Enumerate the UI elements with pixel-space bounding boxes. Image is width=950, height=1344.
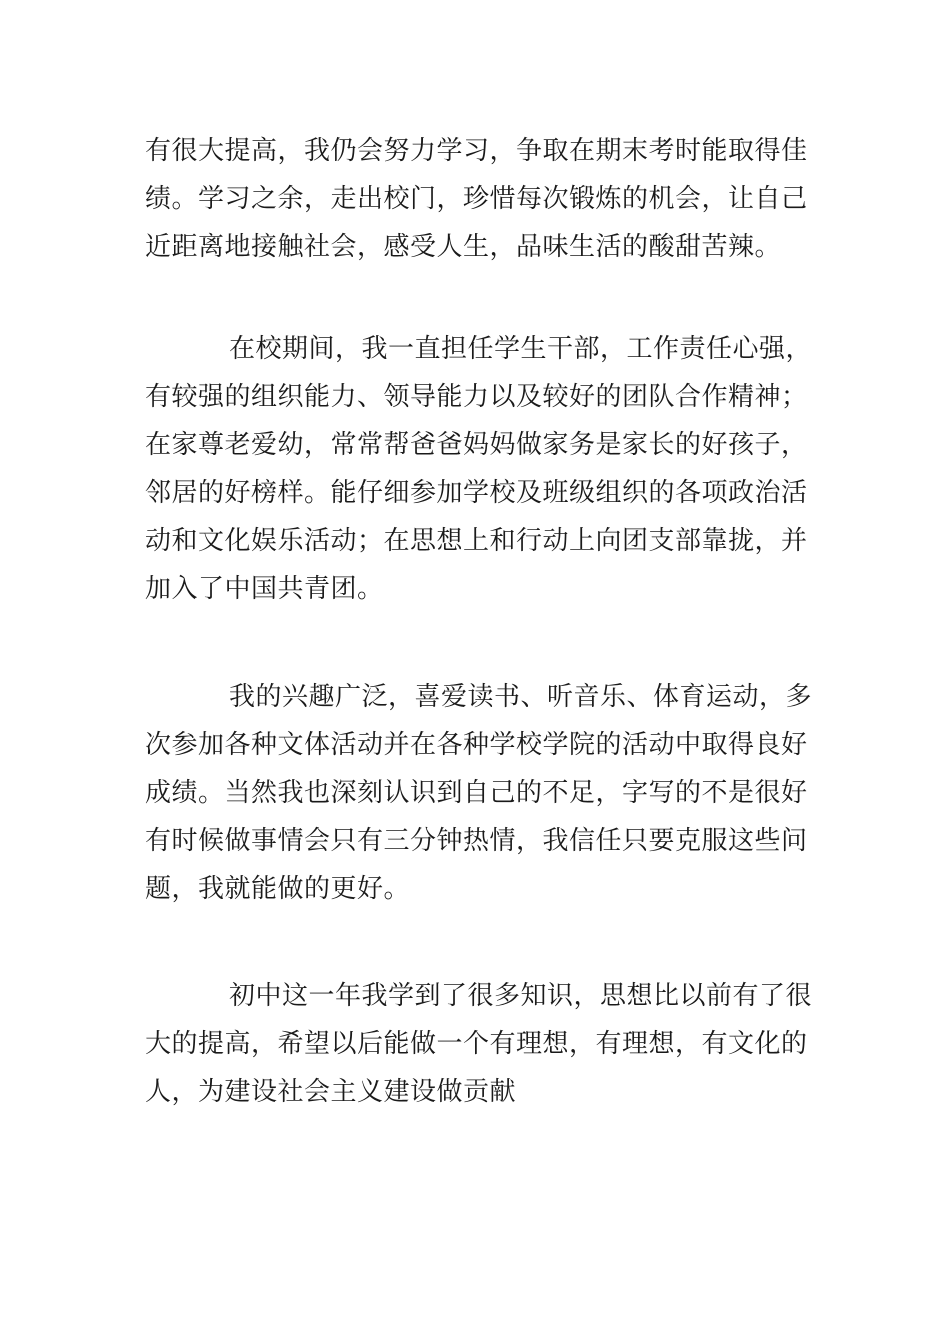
paragraph-line: 大的提高，希望以后能做一个有理想，有理想，有文化的: [145, 1029, 808, 1059]
paragraph-line: 邻居的好榜样。能仔细参加学校及班级组织的各项政治活: [145, 478, 808, 508]
paragraph-line: 有较强的组织能力、领导能力以及较好的团队合作精神；: [145, 382, 808, 412]
paragraph-line: 在校期间，我一直担任学生干部，工作责任心强，: [229, 334, 813, 364]
paragraph-line: 加入了中国共青团。: [145, 574, 384, 604]
paragraph-line: 绩。学习之余，走出校门，珍惜每次锻炼的机会，让自己: [145, 184, 808, 214]
paragraph-line: 人，为建设社会主义建设做贡献: [145, 1077, 517, 1107]
paragraph-line: 我的兴趣广泛，喜爱读书、听音乐、体育运动，多: [229, 682, 813, 712]
paragraph-line: 动和文化娱乐活动；在思想上和行动上向团支部靠拢，并: [145, 526, 808, 556]
paragraph-4: [145, 972, 813, 1116]
paragraph-line: 有很大提高，我仍会努力学习，争取在期末考时能取得佳: [145, 136, 808, 166]
paragraph-line: 在家尊老爱幼，常常帮爸爸妈妈做家务是家长的好孩子，: [145, 430, 808, 460]
paragraph-line: 题，我就能做的更好。: [145, 874, 411, 904]
paragraph-line: 成绩。当然我也深刻认识到自己的不足，字写的不是很好: [145, 778, 808, 808]
paragraph-1: [145, 127, 810, 271]
paragraph-3: [145, 673, 813, 913]
paragraph-2: [145, 325, 813, 613]
paragraph-line: 有时候做事情会只有三分钟热情，我信任只要克服这些问: [145, 826, 808, 856]
paragraph-line: 次参加各种文体活动并在各种学校学院的活动中取得良好: [145, 730, 808, 760]
paragraph-line: 近距离地接触社会，感受人生，品味生活的酸甜苦辣。: [145, 232, 782, 262]
paragraph-line: 初中这一年我学到了很多知识，思想比以前有了很: [229, 981, 813, 1011]
